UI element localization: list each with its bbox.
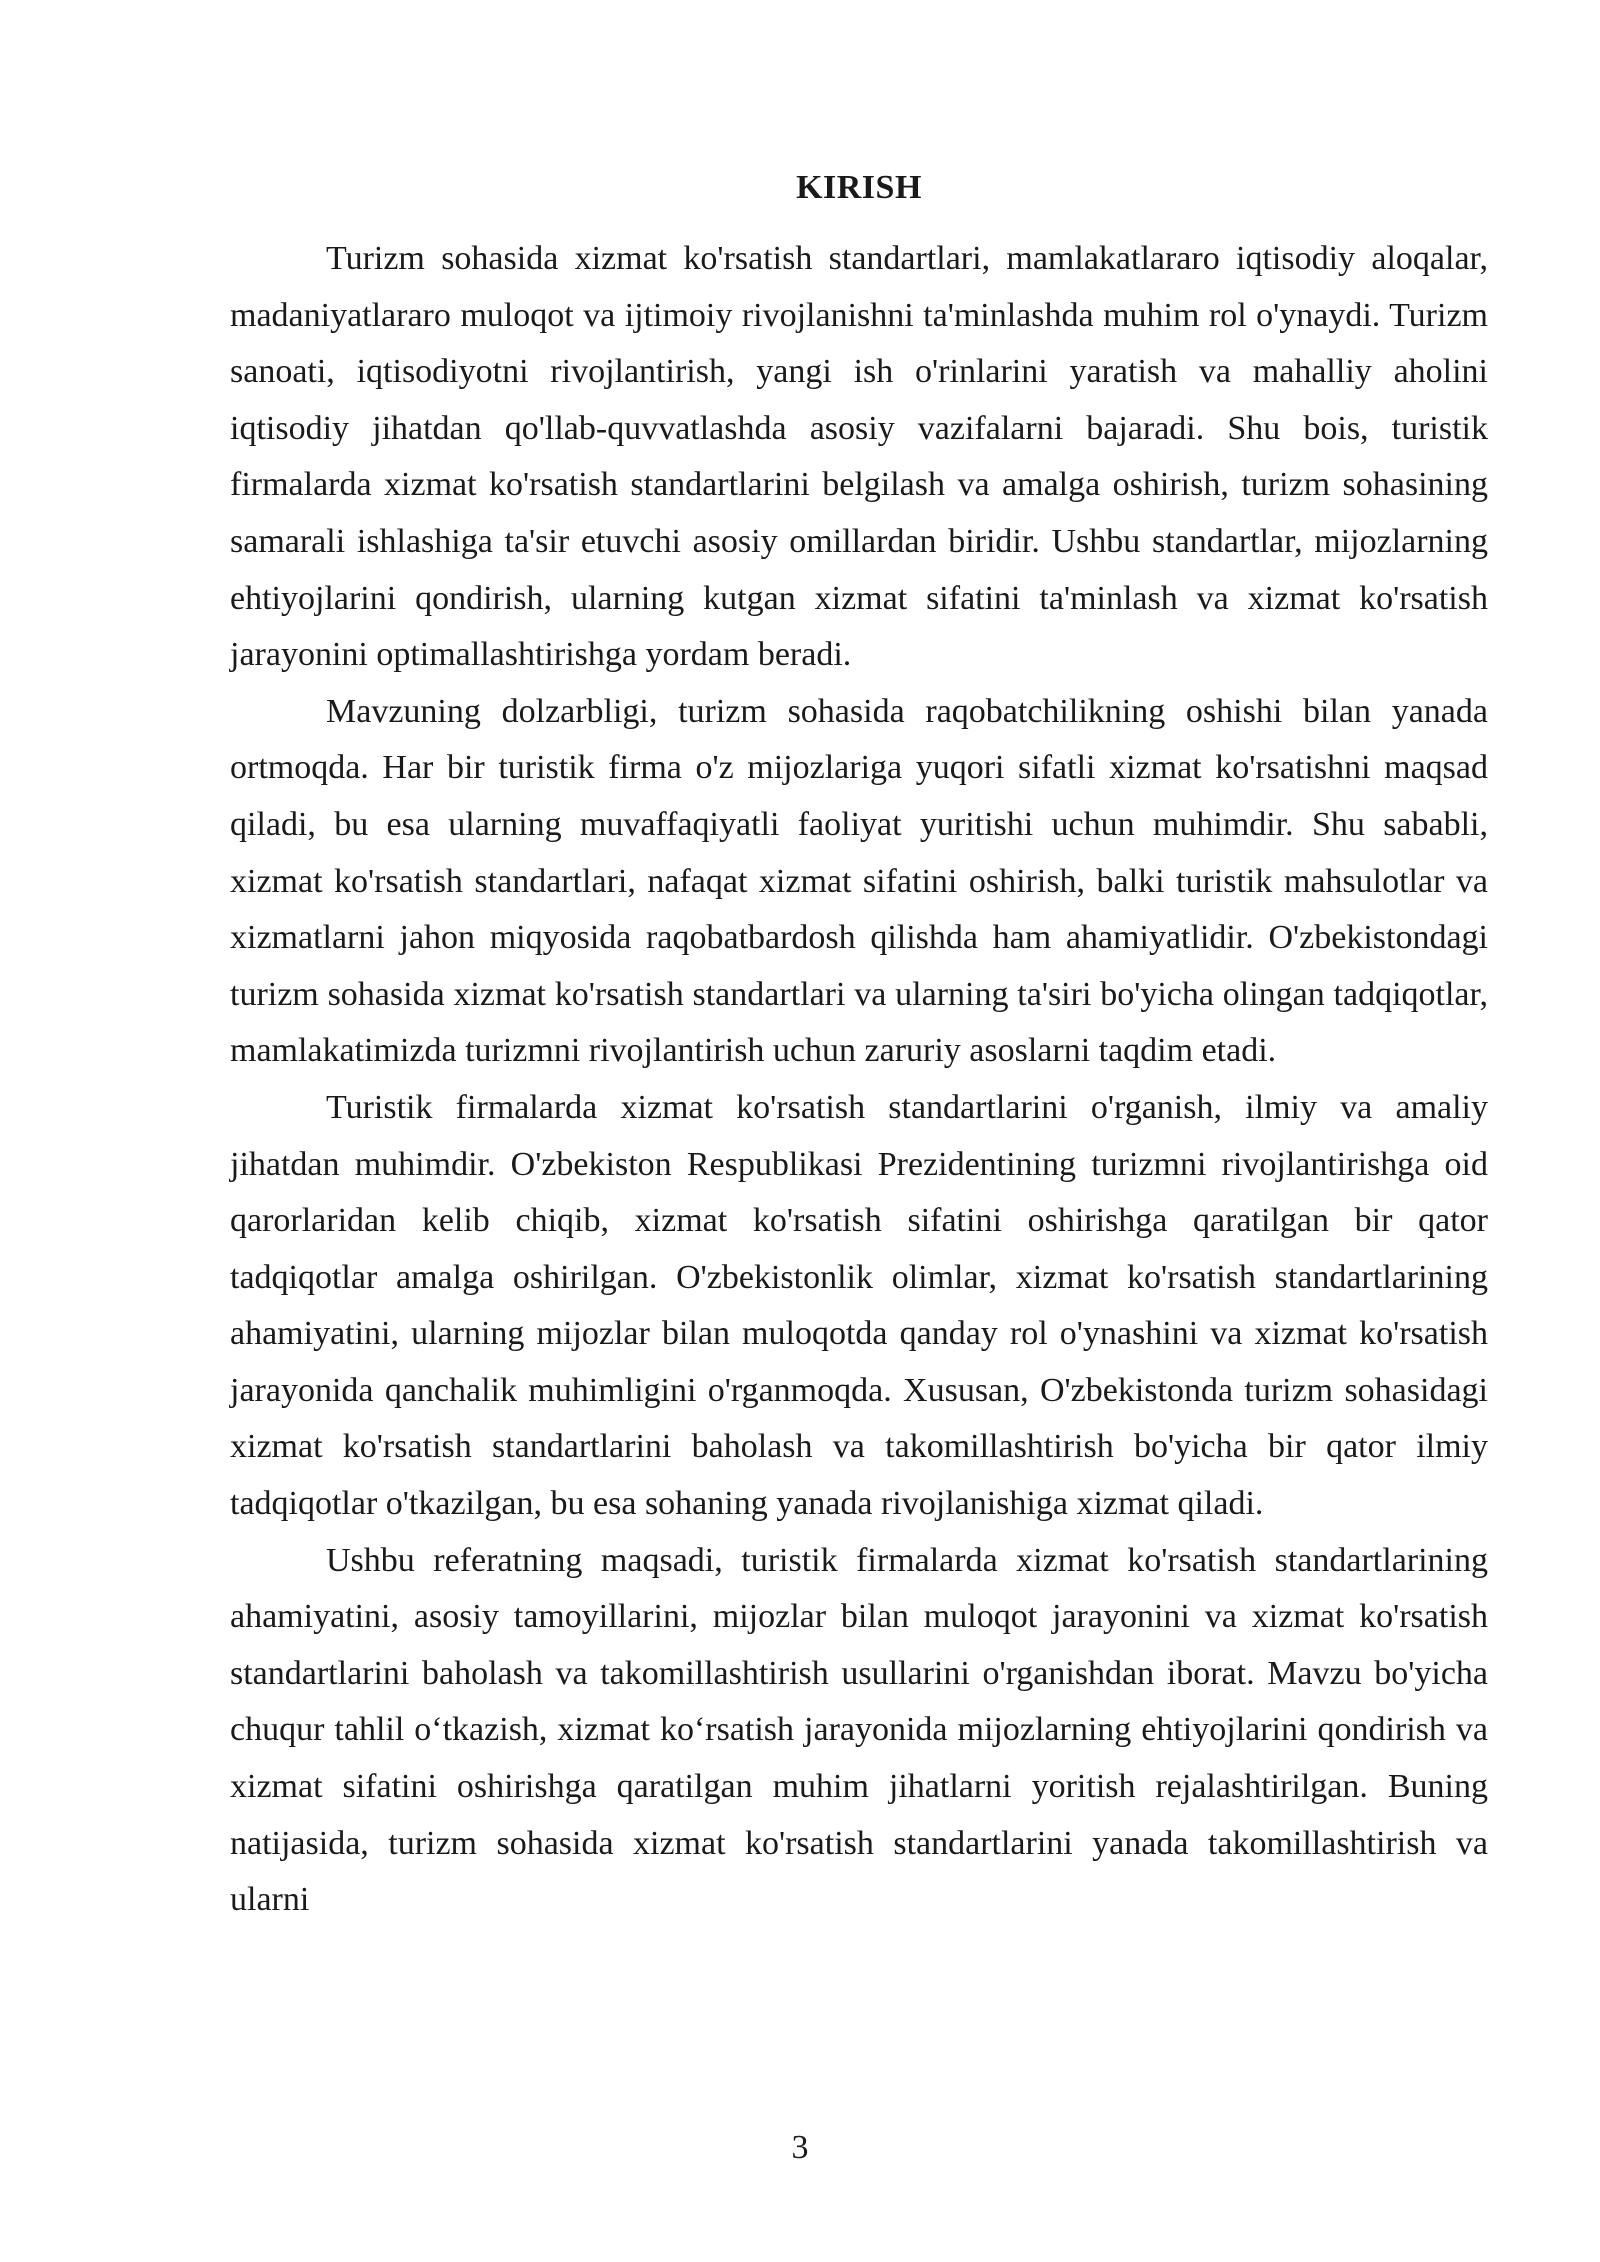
page-number: 3: [791, 2129, 809, 2166]
document-body: [230, 160, 1488, 1929]
paragraph-4: Ushbu referatning maqsadi, turistik firmalarda xizmat ko'rsatish standartlarining ahamiyatini, asosiy tamoyillarini, mijozlar bilan muloqot jarayonini va xizmat ko'rsatish standartlarini baholash va takomillashtirish usullarini o'rganishdan iborat. Mavzu bo'yicha chuqur tahlil oʻtkazish, xizmat koʻrsatish jarayonida mijozlarning ehtiyojlarini qondirish va xizmat sifatini oshirishga qaratilgan muhim jihatlarni yoritish rejalashtirilgan. Buning natijasida, turizm sohasida xizmat ko'rsatish standartlarini yanada takomillashtirish va ularni: [230, 1541, 1488, 1919]
section-title: KIRISH: [796, 169, 922, 206]
paragraph-2: Mavzuning dolzarbligi, turizm sohasida raqobatchilikning oshishi bilan yanada ortmoqda. Har bir turistik firma o'z mijozlariga yuqori sifatli xizmat ko'rsatishni maqsad qiladi, bu esa ularning muvaffaqiyatli faoliyat yuritishi uchun muhimdir. Shu sababli, xizmat ko'rsatish standartlari, nafaqat xizmat sifatini oshirish, balki turistik mahsulotlar va xizmatlarni jahon miqyosida raqobatbardosh qilishda ham ahamiyatlidir. O'zbekistondagi turizm sohasida xizmat ko'rsatish standartlari va ularning ta'siri bo'yicha olingan tadqiqotlar, mamlakatimizda turizmni rivojlantirish uchun zaruriy asoslarni taqdim etadi.: [230, 692, 1488, 1070]
paragraph-1: Turizm sohasida xizmat ko'rsatish standartlari, mamlakatlararo iqtisodiy aloqalar, madaniyatlararo muloqot va ijtimoiy rivojlanishni ta'minlashda muhim rol o'ynaydi. Turizm sanoati, iqtisodiyotni rivojlantirish, yangi ish o'rinlarini yaratish va mahalliy aholini iqtisodiy jihatdan qo'llab-quvvatlashda asosiy vazifalarni bajaradi. Shu bois, turistik firmalarda xizmat ko'rsatish standartlarini belgilash va amalga oshirish, turizm sohasining samarali ishlashiga ta'sir etuvchi asosiy omillardan biridir. Ushbu standartlar, mijozlarning ehtiyojlarini qondirish, ularning kutgan xizmat sifatini ta'minlash va xizmat ko'rsatish jarayonini optimallashtirishga yordam beradi.: [230, 240, 1488, 674]
paragraph-3: Turistik firmalarda xizmat ko'rsatish standartlarini o'rganish, ilmiy va amaliy jihatdan muhimdir. O'zbekiston Respublikasi Prezidentining turizmni rivojlantirishga oid qarorlaridan kelib chiqib, xizmat ko'rsatish sifatini oshirishga qaratilgan bir qator tadqiqotlar amalga oshirilgan. O'zbekistonlik olimlar, xizmat ko'rsatish standartlarining ahamiyatini, ularning mijozlar bilan muloqotda qanday rol o'ynashini va xizmat ko'rsatish jarayonida qanchalik muhimligini o'rganmoqda. Xususan, O'zbekistonda turizm sohasidagi xizmat ko'rsatish standartlarini baholash va takomillashtirish bo'yicha bir qator ilmiy tadqiqotlar o'tkazilgan, bu esa sohaning yanada rivojlanishiga xizmat qiladi.: [230, 1088, 1488, 1523]
